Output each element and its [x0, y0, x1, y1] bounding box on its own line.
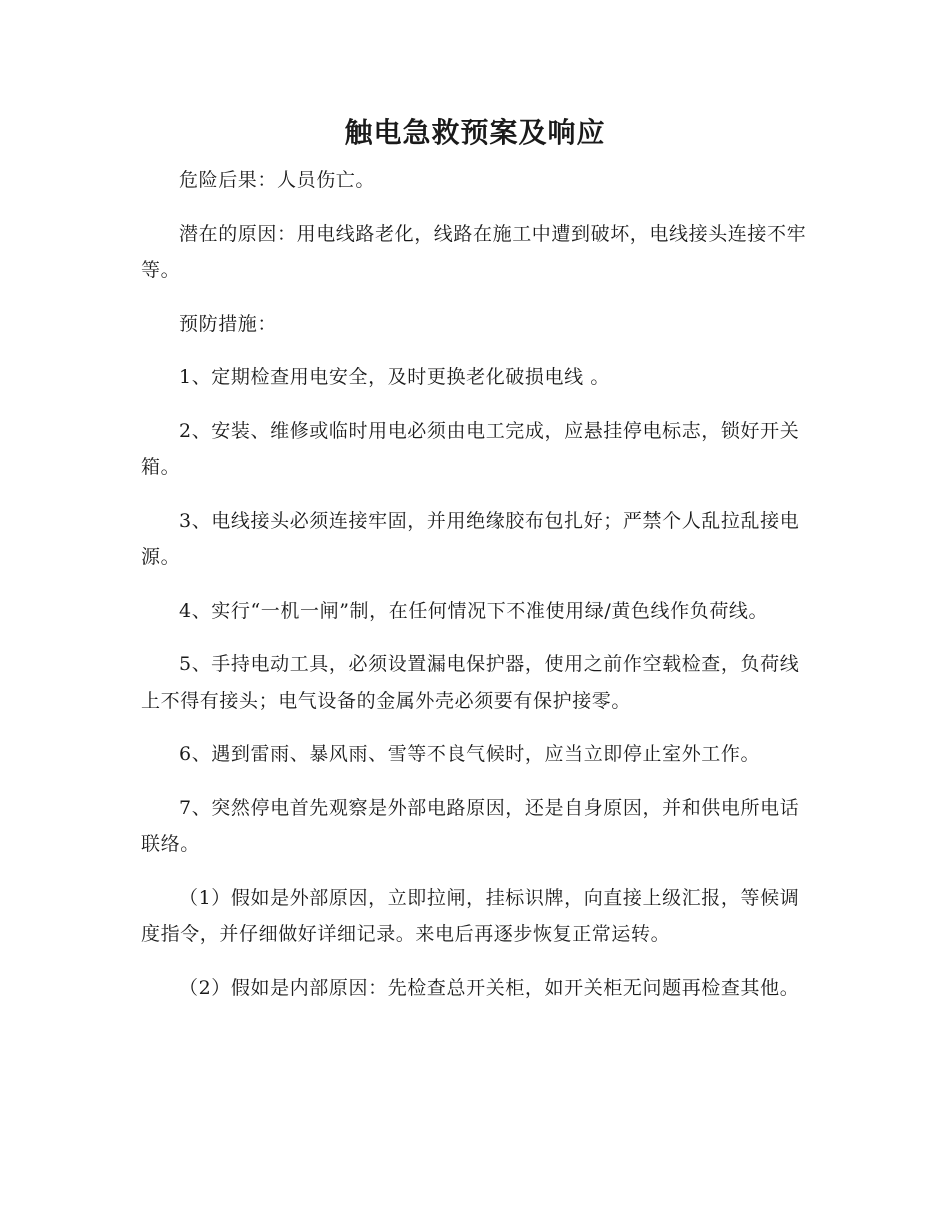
- prevention-heading: 预防措施：: [179, 312, 278, 335]
- cause-paragraph: 潜在的原因：用电线路老化，线路在施工中遭到破坏，电线接头连接不牢等。: [141, 222, 807, 281]
- sub-item-2: （2）假如是内部原因：先检查总开关柜，如开关柜无问题再检查其他。: [179, 976, 800, 999]
- measure-item-6: 6、遇到雷雨、暴风雨、雪等不良气候时，应当立即停止室外工作。: [179, 743, 761, 765]
- measure-item-7: 7、突然停电首先观察是外部电路原因，还是自身原因，并和供电所电话联络。: [141, 796, 800, 855]
- measure-item-2: 2、安装、维修或临时用电必须由电工完成，应悬挂停电标志，锁好开关箱。: [141, 419, 800, 478]
- document-page: [141, 108, 809, 1006]
- consequence-paragraph: 危险后果：人员伤亡。: [179, 169, 376, 191]
- measure-item-1: 1、定期检查用电安全，及时更换老化破损电线 。: [179, 366, 610, 388]
- measure-item-3: 3、电线接头必须连接牢固，并用绝缘胶布包扎好；严禁个人乱拉乱接电源。: [141, 509, 800, 568]
- measure-item-4: 4、实行“一机一闸”制，在任何情况下不准使用绿/黄色线作负荷线。: [179, 599, 769, 622]
- sub-item-1: （1）假如是外部原因，立即拉闸，挂标识牌，向直接上级汇报，等候调度指令，并仔细做好详细记录。来电后再逐步恢复正常运转。: [141, 886, 800, 945]
- document-title: 触电急救预案及响应: [344, 116, 606, 149]
- measure-item-5: 5、手持电动工具，必须设置漏电保护器，使用之前作空载检查，负荷线上不得有接头；电气设备的金属外壳必须要有保护接零。: [141, 653, 800, 712]
